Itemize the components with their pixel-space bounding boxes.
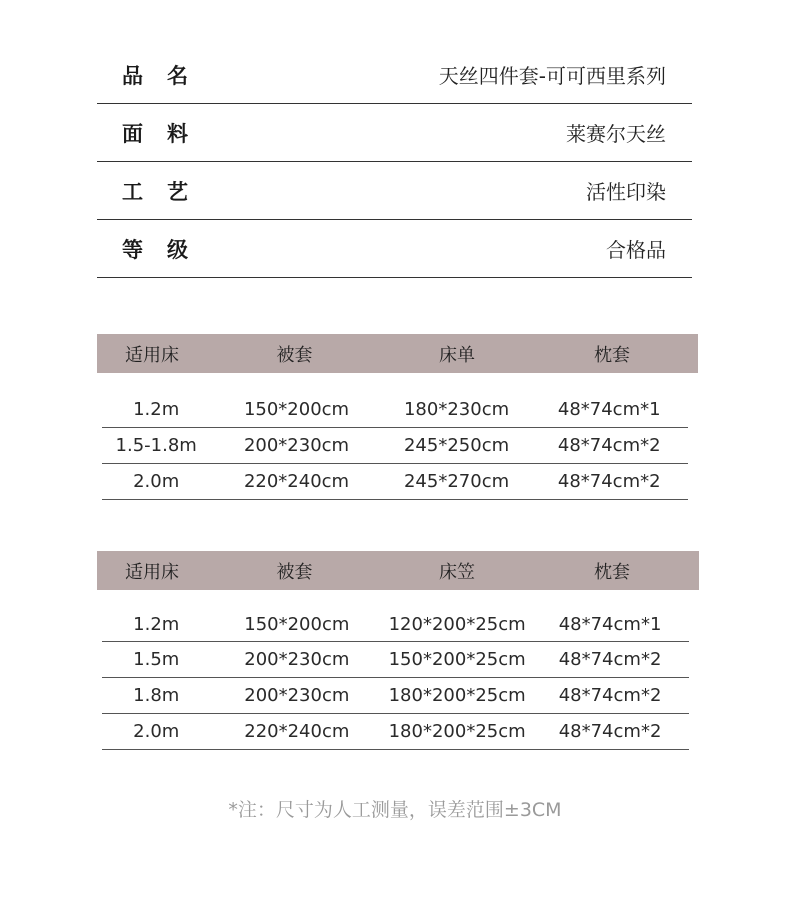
table-cell: 200*230cm [243, 435, 350, 456]
table-cell: 1.2m [133, 613, 180, 635]
header-cell: 适用床 [125, 344, 179, 366]
size-table-flat-sheet [97, 334, 698, 500]
table-cell: 220*240cm [243, 471, 350, 492]
product-info-list [97, 46, 692, 278]
table-cell: 48*74cm*1 [558, 613, 662, 635]
table-cell: 48*74cm*2 [558, 685, 662, 706]
header-cell: 枕套 [594, 344, 630, 366]
info-value: 莱赛尔天丝 [566, 122, 666, 146]
table-cell: 48*74cm*2 [557, 435, 661, 456]
header-cell: 枕套 [594, 561, 630, 583]
table-row [102, 391, 688, 428]
table-cell: 2.0m [133, 471, 180, 492]
table-row [102, 464, 688, 500]
info-value: 合格品 [606, 238, 666, 262]
header-cell: 适用床 [125, 561, 179, 583]
table-cell: 220*240cm [244, 721, 350, 742]
table-cell: 1.5m [133, 649, 180, 670]
table-row [102, 607, 689, 642]
table-cell: 180*200*25cm [388, 721, 526, 742]
measurement-note: *注：尺寸为人工测量，误差范围±3CM [228, 799, 562, 821]
table-row [102, 714, 689, 750]
table-cell: 1.5-1.8m [115, 435, 197, 456]
info-label: 面料 [122, 121, 212, 146]
table-cell: 120*200*25cm [388, 613, 526, 635]
table-cell: 200*230cm [244, 685, 350, 706]
size-table-fitted-sheet [97, 551, 699, 750]
table-cell: 1.8m [133, 685, 180, 706]
info-row-name [97, 46, 692, 104]
table-header [97, 551, 699, 590]
info-label: 品名 [122, 63, 212, 88]
table-cell: 1.2m [133, 398, 180, 420]
table-row [102, 642, 689, 678]
table-body [102, 391, 688, 500]
header-cell: 被套 [276, 344, 313, 366]
header-cell: 床单 [439, 344, 475, 366]
table-cell: 150*200cm [244, 613, 350, 635]
header-cell: 床笠 [439, 561, 475, 583]
info-value: 天丝四件套-可可西里系列 [438, 64, 666, 88]
table-cell: 150*200cm [243, 398, 350, 420]
info-row-craft [97, 162, 692, 220]
info-row-grade [97, 220, 692, 278]
table-row [102, 428, 688, 464]
table-cell: 48*74cm*1 [557, 398, 661, 420]
info-label: 工艺 [122, 179, 212, 204]
table-cell: 2.0m [133, 721, 180, 742]
header-cell: 被套 [276, 561, 313, 583]
info-row-fabric [97, 104, 692, 162]
table-cell: 245*250cm [403, 435, 510, 456]
table-cell: 48*74cm*2 [558, 649, 662, 670]
info-value: 活性印染 [586, 180, 666, 204]
table-cell: 48*74cm*2 [557, 471, 661, 492]
info-label: 等级 [122, 237, 212, 262]
table-cell: 150*200*25cm [388, 649, 526, 670]
table-cell: 48*74cm*2 [558, 721, 662, 742]
table-cell: 200*230cm [244, 649, 350, 670]
table-cell: 180*200*25cm [388, 685, 526, 706]
table-body [102, 607, 689, 750]
table-row [102, 678, 689, 714]
table-cell: 245*270cm [403, 471, 510, 492]
table-cell: 180*230cm [403, 398, 510, 420]
table-header [97, 334, 698, 373]
